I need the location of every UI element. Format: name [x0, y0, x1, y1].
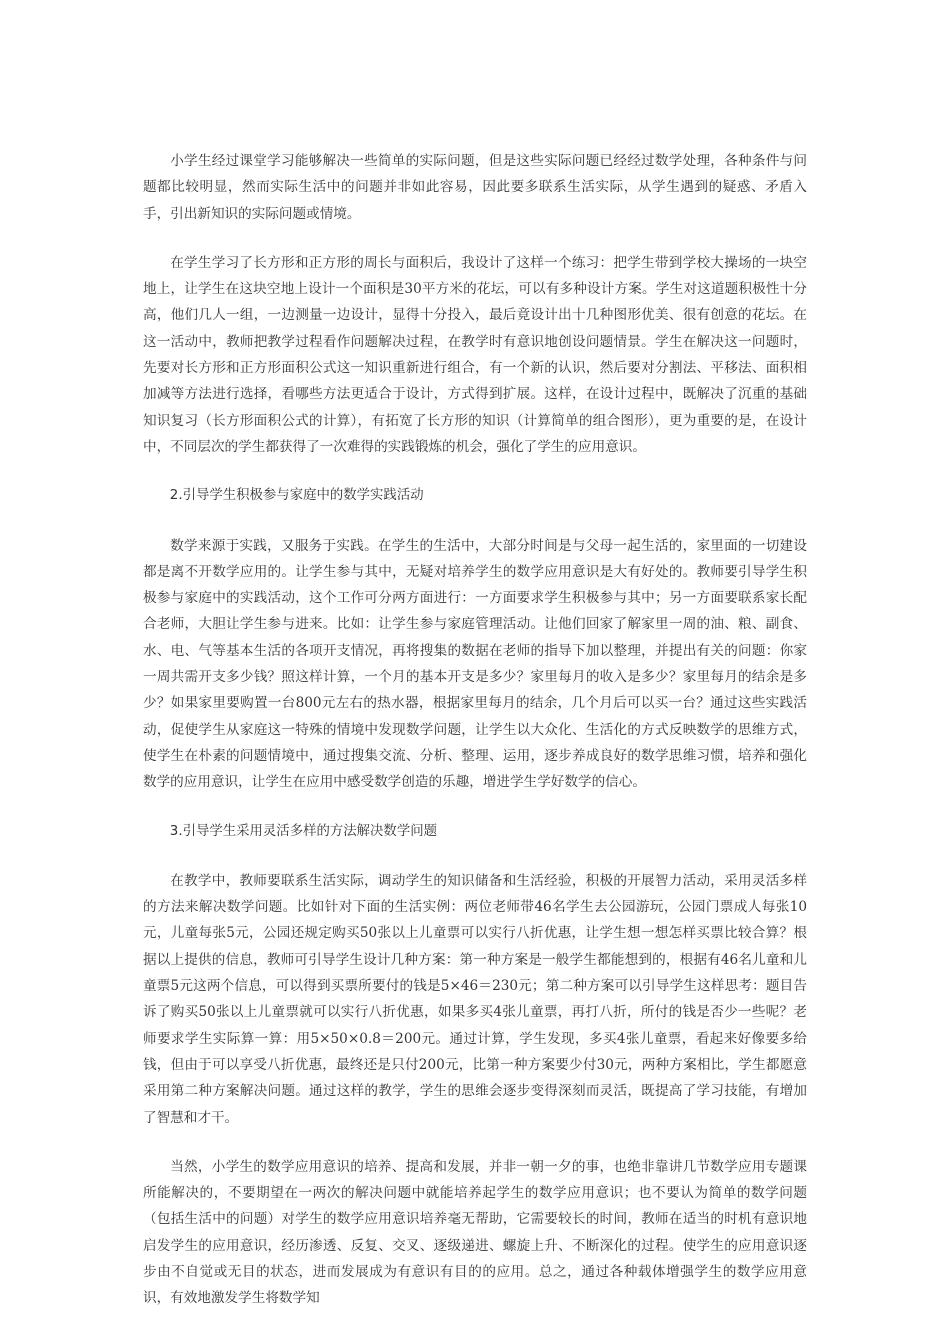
document-body: [143, 148, 807, 1335]
paragraph-family-practice: 数学来源于实践，又服务于实践。在学生的生活中，大部分时间是与父母一起生活的，家里面的一切建设都是离不开数学应用的。让学生参与其中，无疑对培养学生的数学应用意识是大有好处的。教师要引导学生积极参与家庭中的实践活动，这个工作可分两方面进行：一方面要求学生积极参与其中；另一方面要联系家长配合老师，大胆让学生参与进来。比如：让学生参与家庭管理活动。让他们回家了解家里一周的油、粮、副食、水、电、气等基本生活的各项开支情况，再将搜集的数据在老师的指导下加以整理，并提出有关的问题：你家一周共需开支多少钱？照这样计算，一个月的基本开支是多少？家里每月的收入是多少？家里每月的结余是多少？如果家里要购置一台800元左右的热水器，根据家里每月的结余，几个月后可以买一台？通过这些实践活动，促使学生从家庭这一特殊的情境中发现数学问题，让学生以大众化、生活化的方式反映数学的思维方式，使学生在朴素的问题情境中，通过搜集交流、分析、整理、运用，逐步养成良好的数学思维习惯，培养和强化数学的应用意识，让学生在应用中感受数学创造的乐趣，增进学生学好数学的信心。: [143, 537, 807, 791]
paragraph-real-life-problems: 小学生经过课堂学习能够解决一些简单的实际问题，但是这些实际问题已经经过数学处理，各种条件与问题都比较明显，然而实际生活中的问题并非如此容易，因此要多联系生活实际，从学生遇到的疑惑、矛盾入手，引出新知识的实际问题或情境。: [143, 153, 807, 222]
paragraph-conclusion: 当然，小学生的数学应用意识的培养、提高和发展，并非一朝一夕的事，也绝非靠讲几节数学应用专题课所能解决的，不要期望在一两次的解决问题中就能培养起学生的数学应用意识；也不要认为简单的数学问题（包括生活中的问题）对学生的数学应用意识培养毫无帮助，它需要较长的时间，教师在适当的时机有意识地启发学生的应用意识，经历渗透、反复、交叉、逐级递进、螺旋上升、不断深化的过程。使学生的应用意识逐步由不自觉或无目的状态，进而发展成为有意识有目的的应用。总之，通过各种载体增强学生的数学应用意识，有效地激发学生将数学知: [143, 1158, 807, 1307]
section-heading-family-practice: 2.引导学生积极参与家庭中的数学实践活动: [169, 488, 424, 504]
section-heading-flexible-methods: 3.引导学生采用灵活多样的方法解决数学问题: [169, 823, 437, 839]
paragraph-ticket-example: 在教学中，教师要联系生活实际，调动学生的知识储备和生活经验，积极的开展智力活动，采用灵活多样的方法来解决数学问题。比如针对下面的生活实例：两位老师带46名学生去公园游玩，公园门票成人每张10元，儿童每张5元，公园还规定购买50张以上儿童票可以实行八折优惠，让学生想一想怎样买票比较合算？根据以上提供的信息，教师可引导学生设计几种方案：第一种方案是一般学生都能想到的，根据有46名儿童和儿童票5元这两个信息，可以得到买票所要付的钱是5×46＝230元；第二种方案可以引导学生这样思考：题目告诉了购买50张以上儿童票就可以实行八折优惠，如果多买4张儿童票，再打八折，所付的钱是否少一些呢？老师要求学生实际算一算：用5×50×0.8＝200元。通过计算，学生发现，多买4张儿童票，看起来好像要多给钱，但由于可以享受八折优惠，最终还是只付200元，比第一种方案要少付30元，两种方案相比，学生都愿意采用第二种方案解决问题。通过这样的教学，学生的思维会逐步变得深刻而灵活，既提高了学习技能，有增加了智慧和才干。: [143, 872, 807, 1126]
paragraph-flowerbed-exercise: 在学生学习了长方形和正方形的周长与面积后，我设计了这样一个练习：把学生带到学校大操场的一块空地上，让学生在这块空地上设计一个面积是30平方米的花坛，可以有多种设计方案。学生对这道题积极性十分高，他们几人一组，一边测量一边设计，显得十分投入，最后竟设计出十几种图形优美、很有创意的花坛。在这一活动中，教师把教学过程看作问题解决过程，在教学时有意识地创设问题情景。学生在解决这一问题时，先要对长方形和正方形面积公式这一知识重新进行组合，有一个新的认识，然后要对分割法、平移法、面积相加减等方法进行选择，看哪些方法更适合于设计，方式得到扩展。这样，在设计过程中，既解决了沉重的基础知识复习（长方形面积公式的计算），有拓宽了长方形的知识（计算简单的组合图形），更为重要的是，在设计中，不同层次的学生都获得了一次难得的实践锻炼的机会，强化了学生的应用意识。: [143, 254, 807, 455]
